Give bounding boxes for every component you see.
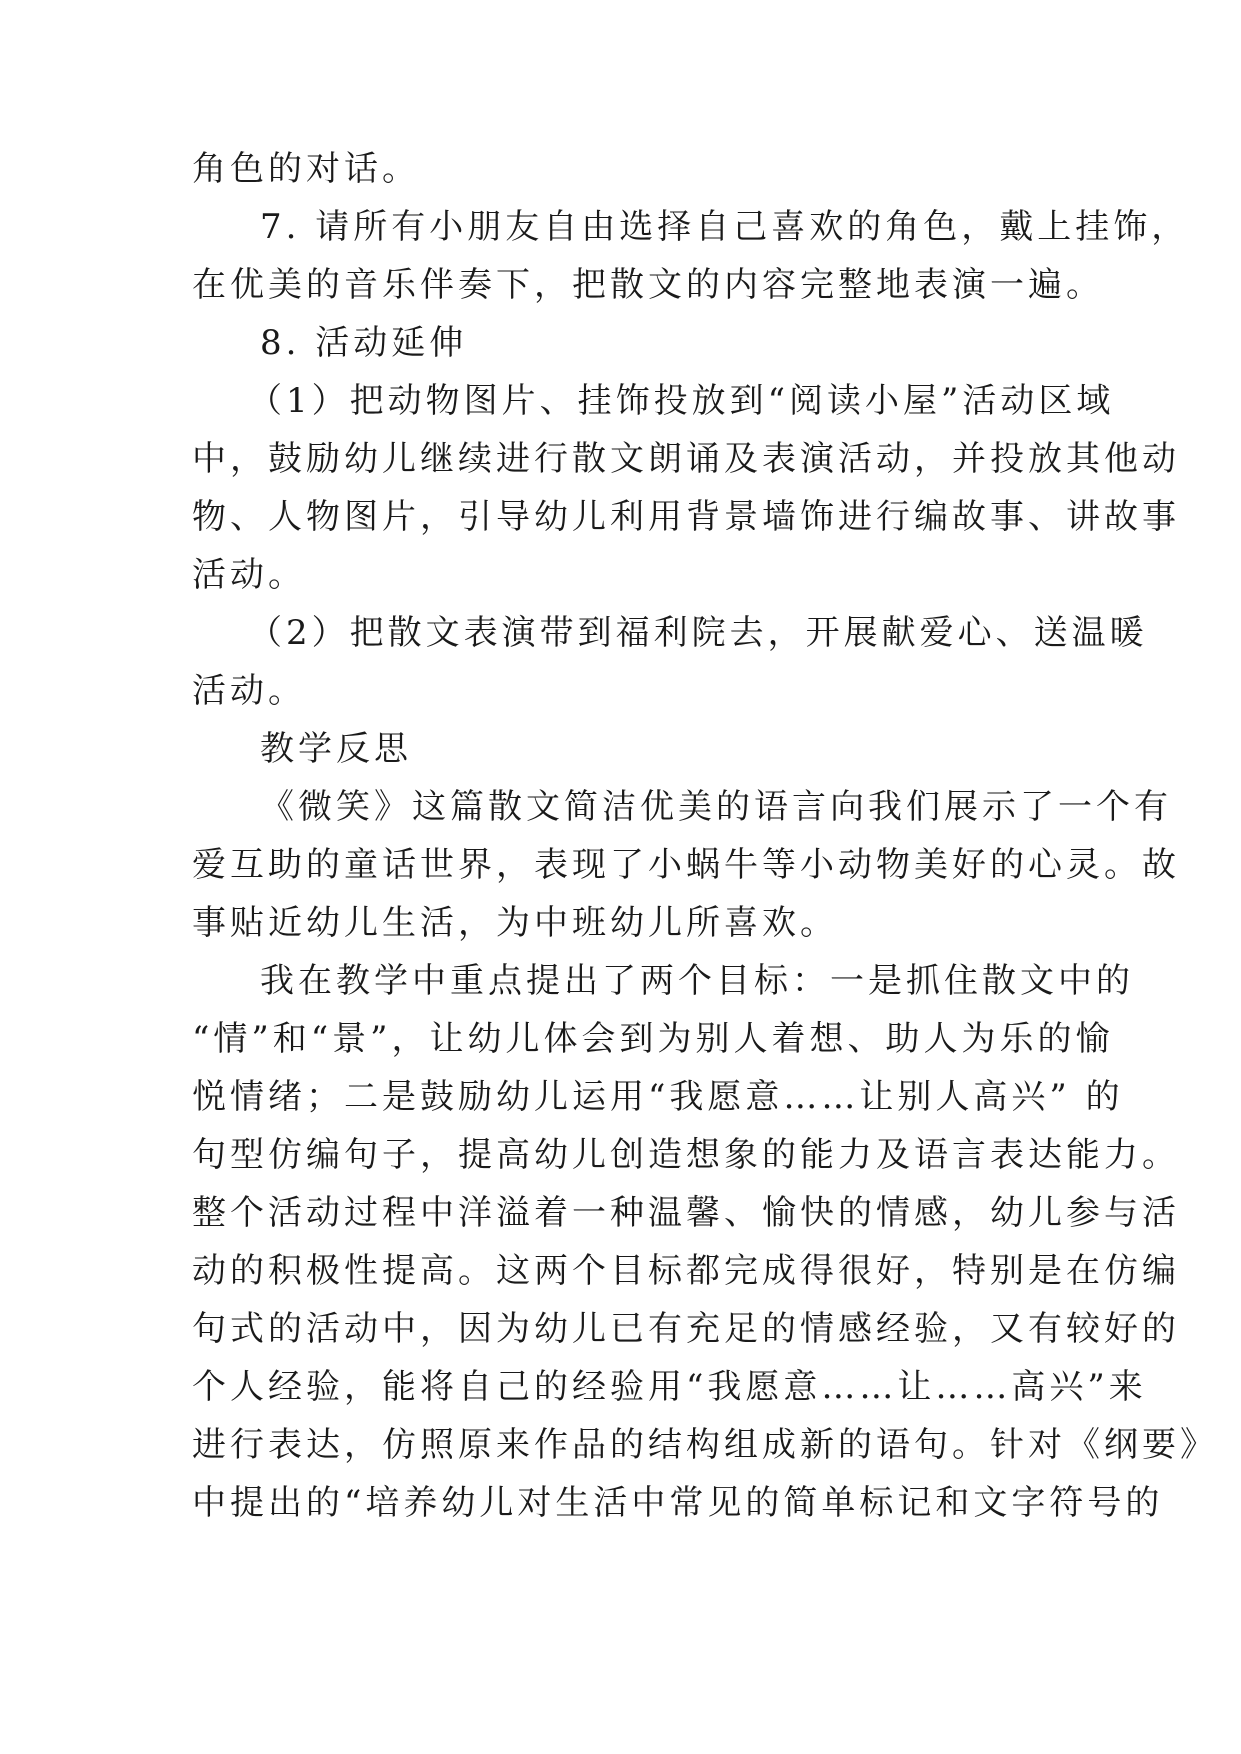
text-line: 活动。 bbox=[192, 555, 306, 595]
text-line: 7. 请所有小朋友自由选择自己喜欢的角色，戴上挂饰， bbox=[260, 207, 1190, 247]
text-line: 进行表达，仿照原来作品的结构组成新的语句。针对《纲要》 bbox=[192, 1425, 1218, 1465]
text-line: 角色的对话。 bbox=[192, 149, 420, 189]
text-line: 中提出的“培养幼儿对生活中常见的简单标记和文字符号的 bbox=[192, 1483, 1164, 1523]
document-page bbox=[192, 140, 1218, 1532]
text-line: （2）把散文表演带到福利院去，开展献爱心、送温暖 bbox=[248, 613, 1148, 653]
text-line: 活动。 bbox=[192, 671, 306, 711]
text-line: 个人经验，能将自己的经验用“我愿意……让……高兴”来 bbox=[192, 1367, 1147, 1407]
text-line: 整个活动过程中洋溢着一种温馨、愉快的情感，幼儿参与活 bbox=[192, 1193, 1180, 1233]
text-line: 物、人物图片，引导幼儿利用背景墙饰进行编故事、讲故事 bbox=[192, 497, 1180, 537]
text-line: 中，鼓励幼儿继续进行散文朗诵及表演活动，并投放其他动 bbox=[192, 439, 1180, 479]
text-line: 句型仿编句子，提高幼儿创造想象的能力及语言表达能力。 bbox=[192, 1135, 1180, 1175]
text-line: 爱互助的童话世界，表现了小蜗牛等小动物美好的心灵。故 bbox=[192, 845, 1180, 885]
section-heading: 教学反思 bbox=[260, 729, 412, 769]
text-line: 句式的活动中，因为幼儿已有充足的情感经验，又有较好的 bbox=[192, 1309, 1180, 1349]
text-line: “情”和“景”，让幼儿体会到为别人着想、助人为乐的愉 bbox=[192, 1019, 1114, 1059]
text-line: 动的积极性提高。这两个目标都完成得很好，特别是在仿编 bbox=[192, 1251, 1180, 1291]
text-line: （1）把动物图片、挂饰投放到“阅读小屋”活动区域 bbox=[248, 381, 1115, 421]
text-line: 悦情绪；二是鼓励幼儿运用“我愿意……让别人高兴” 的 bbox=[192, 1077, 1124, 1117]
text-line: 我在教学中重点提出了两个目标：一是抓住散文中的 bbox=[260, 961, 1134, 1001]
text-line: 《微笑》这篇散文简洁优美的语言向我们展示了一个有 bbox=[260, 787, 1172, 827]
text-line: 在优美的音乐伴奏下，把散文的内容完整地表演一遍。 bbox=[192, 265, 1104, 305]
text-line: 事贴近幼儿生活，为中班幼儿所喜欢。 bbox=[192, 903, 838, 943]
section-heading: 8. 活动延伸 bbox=[260, 323, 468, 363]
